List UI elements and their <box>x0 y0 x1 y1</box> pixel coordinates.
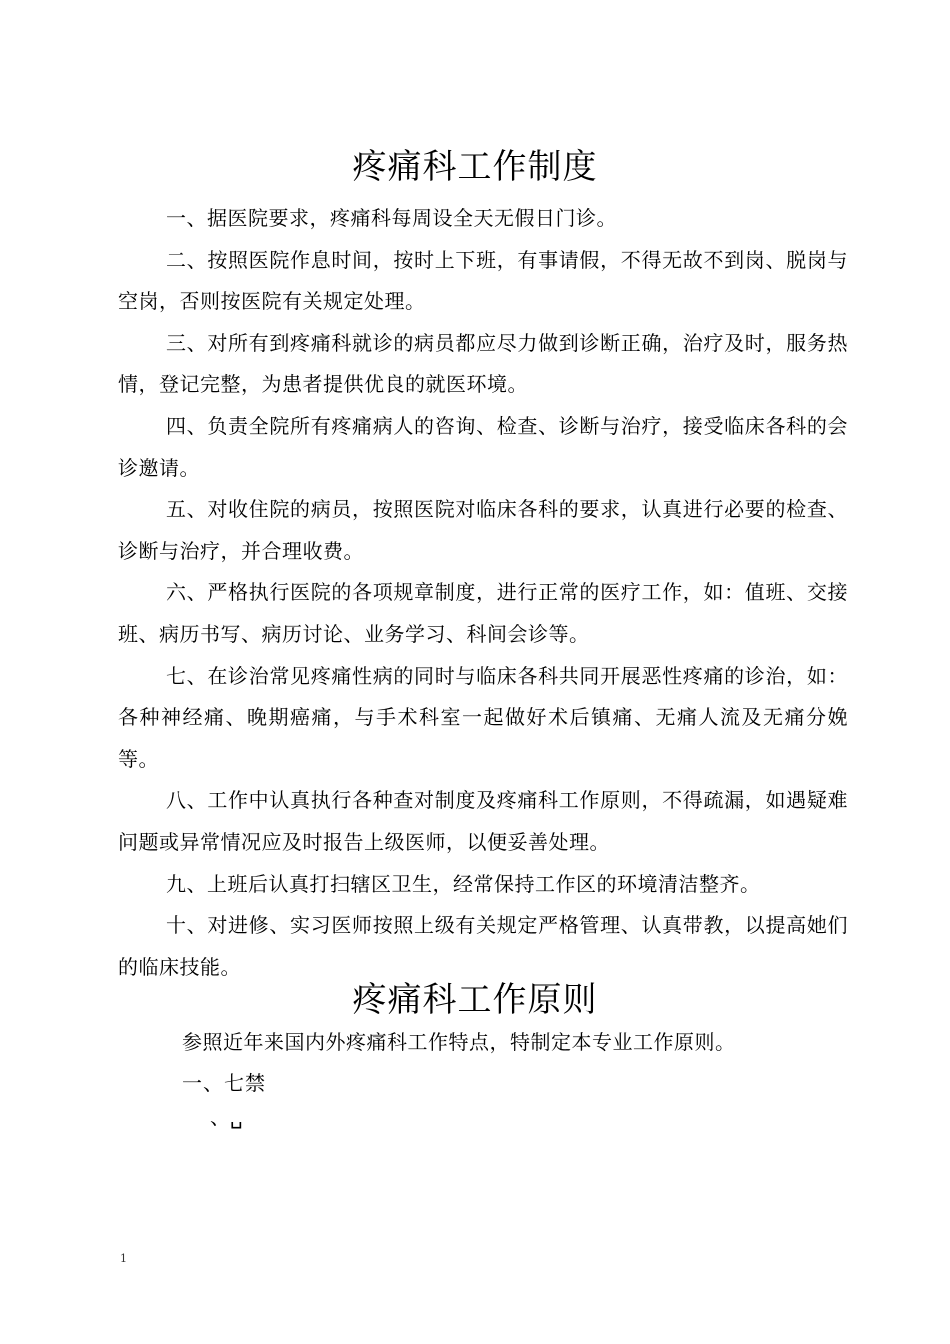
rule-item: 九、上班后认真打扫辖区卫生，经常保持工作区的环境清洁整齐。 <box>166 871 761 896</box>
rule-item: 十、对进修、实习医师按照上级有关规定严格管理、认真带教，以提高她们的临床技能。 <box>118 913 848 979</box>
text-fragment: 、␣ <box>210 1105 243 1129</box>
rule-item: 四、负责全院所有疼痛病人的咨询、检查、诊断与治疗，接受临床各科的会诊邀请。 <box>118 413 848 480</box>
page-number: 1 <box>120 1252 127 1265</box>
rule-item: 三、对所有到疼痛科就诊的病员都应尽力做到诊断正确，治疗及时，服务热情，登记完整，为患者提供优良的就医环境。 <box>118 330 848 397</box>
rule-item: 七、在诊治常见疼痛性病的同时与临床各科共同开展恶性疼痛的诊治，如：各种神经痛、晚期癌痛，与手术科室一起做好术后镇痛、无痛人流及无痛分娩等。 <box>118 663 848 771</box>
principles-intro: 参照近年来国内外疼痛科工作特点，特制定本专业工作原则。 <box>182 1030 736 1054</box>
document-title: 疼痛科工作制度 <box>352 147 598 187</box>
rule-item: 一、据医院要求，疼痛科每周设全天无假日门诊。 <box>166 206 617 230</box>
rule-item: 六、严格执行医院的各项规章制度，进行正常的医疗工作，如：值班、交接班、病历书写、病历讨论、业务学习、科间会诊等。 <box>118 580 848 646</box>
rules-list <box>118 198 848 988</box>
rule-item: 五、对收住院的病员，按照医院对临床各科的要求，认真进行必要的检查、诊断与治疗，并合理收费。 <box>118 497 848 563</box>
principles-title: 疼痛科工作原则 <box>352 980 598 1020</box>
rule-item: 二、按照医院作息时间，按时上下班，有事请假，不得无故不到岗、脱岗与空岗，否则按医院有关规定处理。 <box>118 247 848 314</box>
rule-item: 八、工作中认真执行各种查对制度及疼痛科工作原则，不得疏漏，如遇疑难问题或异常情况应及时报告上级医师，以便妥善处理。 <box>118 788 848 854</box>
section-heading: 一、七禁 <box>182 1071 266 1095</box>
